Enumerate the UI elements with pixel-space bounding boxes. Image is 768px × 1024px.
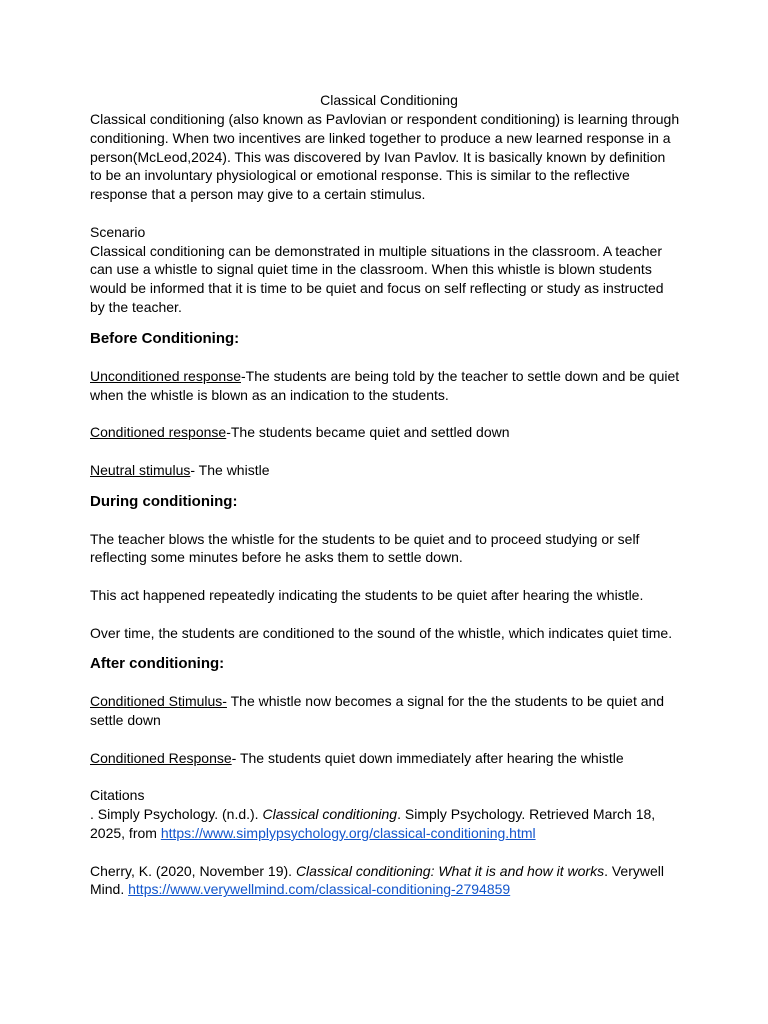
citation-entry bbox=[90, 805, 680, 843]
scenario-paragraph: Classical conditioning can be demonstrated in multiple situations in the classroom. A teacher can use a whistle to signal quiet time in the classroom. When this whistle is blown students would be informed that it is time to be quiet and focus on self reflecting or study as instructed by the teacher. bbox=[90, 242, 664, 315]
term-description: - The whistle bbox=[190, 461, 270, 478]
spacer bbox=[90, 204, 680, 223]
term-label: Unconditioned response bbox=[90, 367, 241, 384]
term-label: Neutral stimulus bbox=[90, 461, 191, 478]
spacer bbox=[90, 605, 680, 624]
spacer bbox=[90, 768, 680, 787]
neutral-stimulus-item bbox=[90, 461, 680, 480]
term-description: -The students became quiet and settled down bbox=[226, 424, 510, 441]
conditioned-response-item bbox=[90, 423, 680, 442]
page-title: Classical Conditioning bbox=[320, 92, 458, 108]
spacer bbox=[90, 512, 680, 530]
spacer bbox=[90, 349, 680, 367]
term-description: -The students are being told by the teacher to settle down and be quiet when the whistle is blown as an indication to the students. bbox=[90, 367, 680, 403]
citation-title: Classical conditioning bbox=[262, 806, 398, 823]
unconditioned-response-item bbox=[90, 367, 680, 405]
term-description: The whistle now becomes a signal for the the students to be quiet and settle down bbox=[90, 693, 665, 729]
scenario-heading: Scenario bbox=[90, 223, 146, 240]
during-paragraph: Over time, the students are conditioned to the sound of the whistle, which indicates quiet time. bbox=[90, 624, 673, 641]
spacer bbox=[90, 642, 680, 654]
intro-paragraph: Classical conditioning (also known as Pavlovian or respondent conditioning) is learning through conditioning. When two incentives are linked together to produce a new learned response in a person(McLeod,2024). This was discovered by Ivan Pavlov. It is basically known by definition to be an involuntary physiological or emotional response. This is similar to the reflective response that a person may give to a certain stimulus. bbox=[90, 111, 680, 203]
spacer bbox=[90, 480, 680, 492]
conditioned-stimulus-item bbox=[90, 692, 680, 730]
term-label: Conditioned Response bbox=[90, 749, 232, 766]
citation-text: . Simply Psychology. (n.d.). bbox=[90, 806, 263, 823]
after-conditioning-heading: After conditioning: bbox=[90, 655, 225, 673]
spacer bbox=[90, 567, 680, 586]
citation-link[interactable]: https://www.simplypsychology.org/classical-conditioning.html bbox=[160, 824, 536, 841]
during-paragraph: The teacher blows the whistle for the students to be quiet and to proceed studying or self reflecting some minutes before he asks them to settle down. bbox=[90, 530, 640, 566]
citation-title: Classical conditioning: What it is and how it works bbox=[295, 862, 605, 879]
citation-text: Cherry, K. (2020, November 19). bbox=[90, 862, 296, 879]
spacer bbox=[90, 843, 680, 862]
term-label: Conditioned response bbox=[90, 424, 227, 441]
spacer bbox=[90, 404, 680, 423]
spacer bbox=[90, 442, 680, 461]
citation-text: . Simply Psychology. Retrieved March 18, 2025, from bbox=[90, 806, 656, 841]
spacer bbox=[90, 730, 680, 749]
citation-text: . Verywell Mind. bbox=[90, 862, 664, 898]
term-label: Conditioned Stimulus- bbox=[90, 693, 227, 710]
citation-entry bbox=[90, 862, 680, 900]
spacer bbox=[90, 317, 680, 329]
citations-heading: Citations bbox=[90, 787, 145, 804]
citation-link[interactable]: https://www.verywellmind.com/classical-conditioning-2794859 bbox=[128, 881, 511, 898]
before-conditioning-heading: Before Conditioning: bbox=[90, 329, 240, 347]
spacer bbox=[90, 674, 680, 692]
term-description: - The students quiet down immediately after hearing the whistle bbox=[231, 749, 624, 766]
during-conditioning-heading: During conditioning: bbox=[90, 492, 238, 510]
document-body bbox=[90, 91, 680, 899]
conditioned-response-after-item bbox=[90, 749, 680, 768]
during-paragraph: This act happened repeatedly indicating the students to be quiet after hearing the whistle. bbox=[90, 586, 644, 603]
